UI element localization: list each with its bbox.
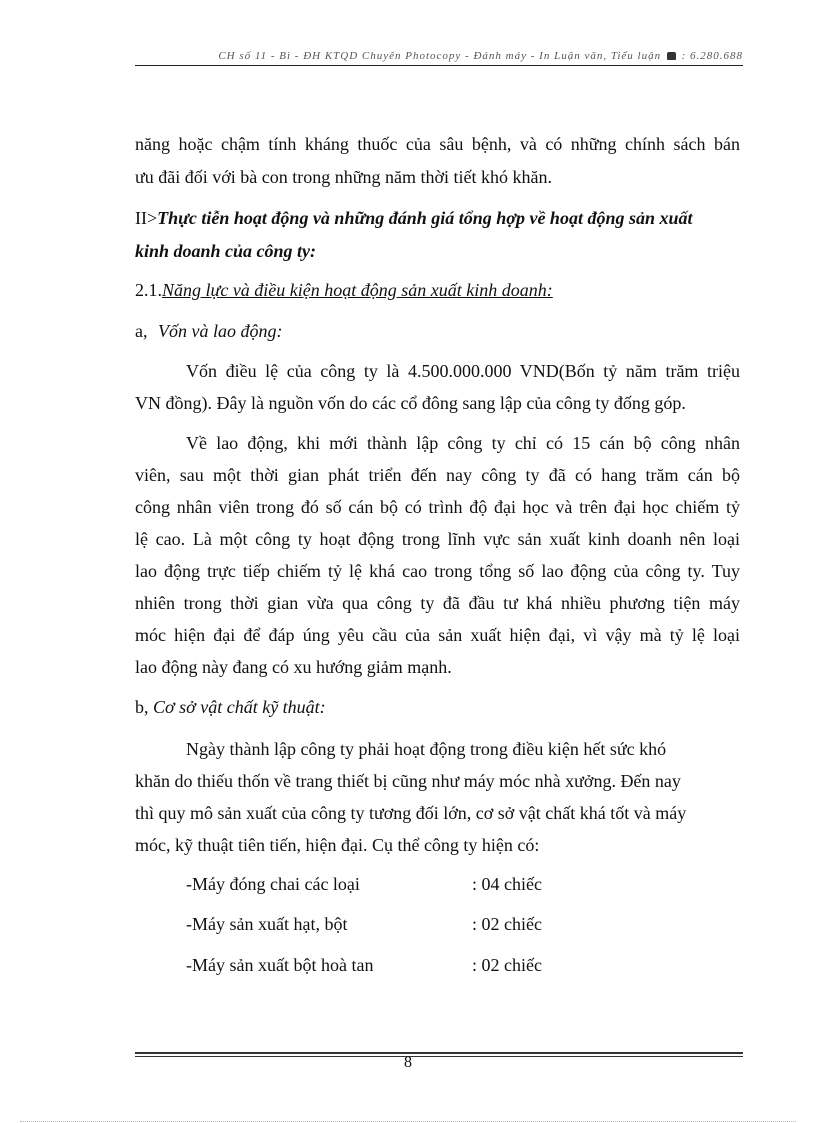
page-number: 8 <box>404 1054 412 1071</box>
section-heading <box>135 202 745 234</box>
equipment-name: -Máy sản xuất bột hoà tan <box>186 955 374 975</box>
paragraph-line: khăn do thiếu thốn về trang thiết bị cũng như máy móc nhà xưởng. Đến nay <box>135 771 681 791</box>
subsection-a-label: a, <box>135 321 152 341</box>
equipment-name: -Máy sản xuất hạt, bột <box>186 914 348 934</box>
paragraph-line: móc, kỹ thuật tiên tiến, hiện đại. Cụ thể công ty hiện có: <box>135 835 540 855</box>
header-divider <box>135 65 743 66</box>
paragraph-line: năng hoặc chậm tính kháng thuốc của sâu bệnh, và có những chính sách bán <box>135 134 740 154</box>
paragraph-line: công nhân viên trong đó số cán bộ có trình độ đại học và trên đại học chiếm tỷ <box>135 497 740 517</box>
section-title-line2: kinh doanh của công ty: <box>135 241 317 261</box>
subsection-b-heading <box>135 691 326 723</box>
paragraph-line: VN đồng). Đây là nguồn vốn do các cổ đông sang lập của công ty đống góp. <box>135 393 686 413</box>
header-text: CH số 11 - Bì - ĐH KTQD Chuyên Photocopy - Đánh máy - In Luận văn, Tiểu luận <box>218 50 662 62</box>
paragraph-line: Ngày thành lập công ty phải hoạt động trong điều kiện hết sức khó <box>186 739 667 759</box>
subsection-heading <box>135 274 553 306</box>
subsection-a-heading <box>135 315 282 347</box>
subsection-title: Năng lực và điều kiện hoạt động sản xuất kinh doanh: <box>162 280 553 300</box>
paragraph-line: viên, sau một thời gian phát triển đến nay công ty đã có hang trăm cán bộ <box>135 465 740 485</box>
subsection-b-label: b, <box>135 697 153 717</box>
paragraph-line: lao động trực tiếp chiếm tỷ lệ khá cao trong tổng số lao động của công ty. Tuy <box>135 561 740 581</box>
phone-icon <box>667 52 676 60</box>
section-prefix: II> <box>135 208 158 228</box>
paragraph-line: móc hiện đại để đáp úng yêu cầu của sản xuất hiện đại, vì vậy mà tỷ lệ loại <box>135 625 740 645</box>
header-phone-number: : 6.280.688 <box>681 50 743 62</box>
page-bottom-border <box>20 1121 796 1122</box>
equipment-name: -Máy đóng chai các loại <box>186 874 360 894</box>
page-header <box>135 50 743 62</box>
equipment-qty: : 04 chiếc <box>472 874 542 894</box>
section-title-line1: Thực tiễn hoạt động và những đánh giá tổng hợp về hoạt động sản xuất <box>157 208 693 228</box>
paragraph-line: lao động này đang có xu hướng giảm mạnh. <box>135 657 452 677</box>
paragraph-line: Vốn điều lệ của công ty là 4.500.000.000 VND(Bốn tỷ năm trăm triệu <box>186 361 740 381</box>
paragraph-line: ưu đãi đối với bà con trong những năm thời tiết khó khăn. <box>135 167 552 187</box>
paragraph-line: lệ cao. Là một công ty hoạt động trong lĩnh vực sản xuất kinh doanh nên loại <box>135 529 740 549</box>
subsection-b-title: Cơ sở vật chất kỹ thuật: <box>153 697 326 717</box>
equipment-qty: : 02 chiếc <box>472 914 542 934</box>
paragraph-line: nhiên trong thời gian vừa qua công ty đã đầu tư khá nhiều phương tiện máy <box>135 593 740 613</box>
subsection-a-title: Vốn và lao động: <box>158 321 283 341</box>
equipment-qty: : 02 chiếc <box>472 955 542 975</box>
paragraph-line: Về lao động, khi mới thành lập công ty chỉ có 15 cán bộ công nhân <box>186 433 740 453</box>
subsection-number: 2.1. <box>135 280 162 300</box>
paragraph-line: thì quy mô sản xuất của công ty tương đối lớn, cơ sở vật chất khá tốt và máy <box>135 803 687 823</box>
